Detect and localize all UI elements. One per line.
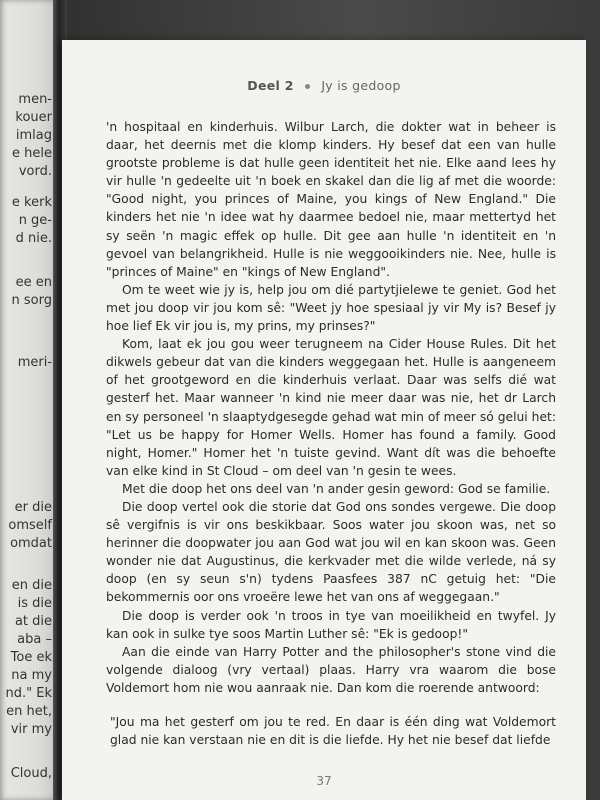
left-page [0, 0, 56, 800]
running-header [62, 78, 586, 93]
paragraph: Om te weet wie jy is, help jou om dié partytjielewe te geniet. God het met jou doop vir jou kom sê: "Weet jy hoe spesiaal jy vir My is? Besef jy hoe lief Ek vir jou is, my prins, my prinses?" [106, 282, 556, 334]
left-page-line: is die [17, 596, 52, 611]
paragraph: Kom, laat ek jou gou weer terugneem na Cider House Rules. Dit het dikwels gebeur dat van die kinders weggegaan het. Hulle is aangeneem of het grootgeword en die kinderhuis verlaat. Daar was selfs dié wat gesterf het. Maar wanneer 'n kind nie meer daar was nie, het dr Larch en sy personeel 'n slaaptydgesegde gehad wat min of meer só gelui het: "Let us be happy for Homer Wells. Homer has found a family. Good night, Homer." Homer het 'n tuiste gevind. Want dít was die behoefte van elke kind in St Cloud – om deel van 'n gesin te wees. [106, 337, 556, 478]
left-page-line: men- [18, 92, 52, 107]
left-page-line: vord. [18, 164, 52, 179]
paragraph: Met die doop het ons deel van 'n ander gesin geword: God se familie. [122, 481, 551, 496]
paragraph: Die doop is verder ook 'n troos in tye van moeilikheid en twyfel. Jy kan ook in sulke tye soos Martin Luther sê: "Ek is gedoop!" [106, 608, 556, 641]
paragraph: Aan die einde van Harry Potter and the philosopher's stone vind die volgende dialoog (vry vertaal) plaas. Harry vra waarom die bose Voldemort hom nie wou aanraak nie. Dan kom die roerende antwoord: [106, 644, 556, 695]
left-page-line: imlag [15, 128, 52, 143]
bullet-icon [305, 84, 310, 89]
header-title: Jy is gedoop [321, 78, 401, 93]
left-page-line: n sorg [11, 293, 52, 308]
left-page-line: er die [14, 500, 52, 515]
paragraph: 'n hospitaal en kinderhuis. Wilbur Larch, die dokter wat in beheer is daar, het deernis met die klomp kinders. Hy besef dat een van hulle grootste probleme is dat hulle geen identiteit het nie. Elke aand lees hy vir hulle 'n gedeelte uit 'n boek en skakel dan die lig af met die woorde: "Good night, you princes of Maine, you kings of New England." Die kinders het nie 'n idee wat hy daarmee bedoel nie, maar mettertyd het sy seën 'n magic effek op hulle. Dit gee aan hulle 'n identiteit en 'n gevoel van belangrikheid. Hulle is nie weggooikinders nie. Nee, hulle is "princes of Maine" en "kings of New England". [106, 120, 556, 279]
left-page-line: en die [11, 578, 52, 593]
left-page-line: e hele [12, 146, 52, 161]
left-page-line: aba – [17, 632, 52, 647]
left-page-line: en het, [6, 704, 52, 719]
left-page-line: at die [14, 614, 52, 629]
page-number: 37 [316, 774, 332, 788]
left-page-line: n ge- [18, 213, 52, 228]
left-page-line: meri- [17, 355, 52, 370]
paragraph: Die doop vertel ook die storie dat God ons sondes vergewe. Die doop sê vergifnis is vir ons beskikbaar. Soos water jou skoon was, net so herinner die doopwater jou aan God wat jou wil en kan skoon was. Geen wonder nie dat Augustinus, die kerkvader met die wilde verlede, ná sy doop (en sy seun s'n) tydens Paasfees 387 nC getuig het: "Die bekommernis oor ons vroeëre lewe het van ons af weggegaan." [106, 499, 556, 605]
left-page-line: nd." Ek [5, 686, 52, 701]
body-text [106, 118, 556, 749]
left-page-line: omself [8, 518, 52, 533]
left-page-line: Toe ek [10, 650, 52, 665]
right-page [62, 40, 586, 800]
header-part: Deel 2 [247, 78, 294, 93]
left-page-line: ee en [15, 275, 52, 290]
left-page-line: omdat [10, 536, 52, 551]
left-page-line: Cloud, [10, 766, 52, 781]
block-quote: "Jou ma het gesterf om jou te red. En daar is één ding wat Voldemort glad nie kan verstaan nie en dit is die liefde. Hy het nie besef dat liefde [110, 715, 556, 748]
left-page-line: vir my [10, 722, 52, 737]
left-page-line: kouer [15, 110, 52, 125]
left-page-line: na my [11, 668, 52, 683]
left-page-line: e kerk [11, 195, 52, 210]
left-page-line: d nie. [15, 231, 52, 246]
